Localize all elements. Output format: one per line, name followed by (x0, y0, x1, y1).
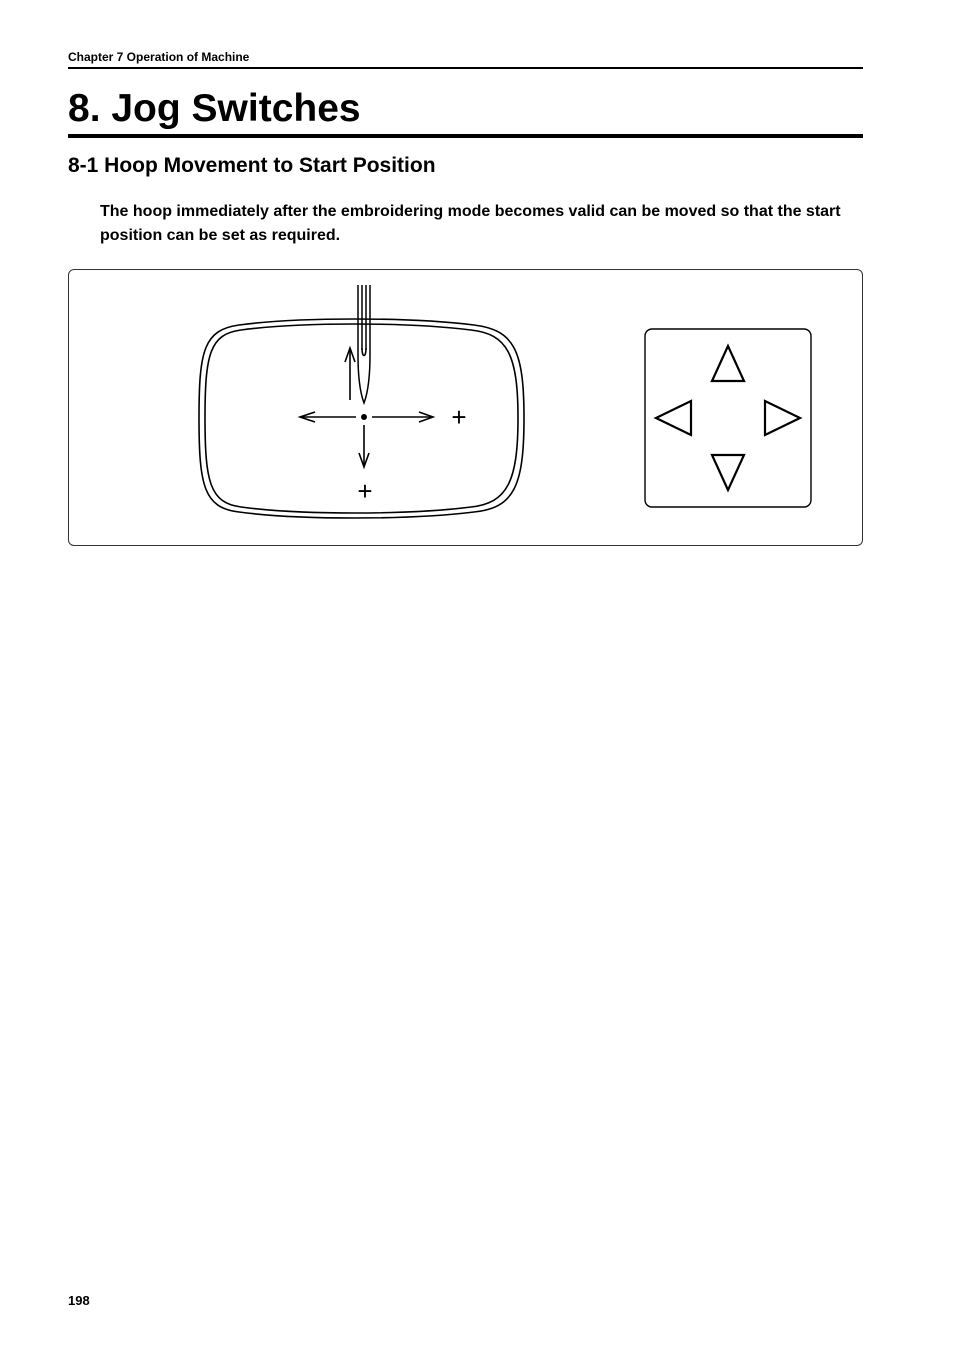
jog-down-icon[interactable] (712, 455, 744, 490)
plus-direction-label-bottom: + (357, 476, 373, 506)
jog-right-icon[interactable] (765, 401, 800, 435)
page-title: 8. Jog Switches (68, 86, 863, 138)
jog-switch-panel (645, 329, 811, 507)
jog-up-icon[interactable] (712, 346, 744, 381)
intro-paragraph: The hoop immediately after the embroidering mode becomes valid can be moved so that the start position can be set as required. (100, 203, 841, 244)
plus-direction-label-right: + (451, 402, 467, 432)
figure-frame (68, 269, 863, 546)
figure-illustration (69, 270, 864, 547)
jog-left-icon[interactable] (656, 401, 691, 435)
needle-icon (358, 285, 370, 403)
chapter-header: Chapter 7 Operation of Machine (68, 50, 863, 69)
hoop-movement-arrows (300, 348, 433, 467)
start-point-dot (361, 414, 367, 420)
section-subtitle: 8-1 Hoop Movement to Start Position (68, 154, 436, 177)
page-number: 198 (68, 1293, 90, 1308)
